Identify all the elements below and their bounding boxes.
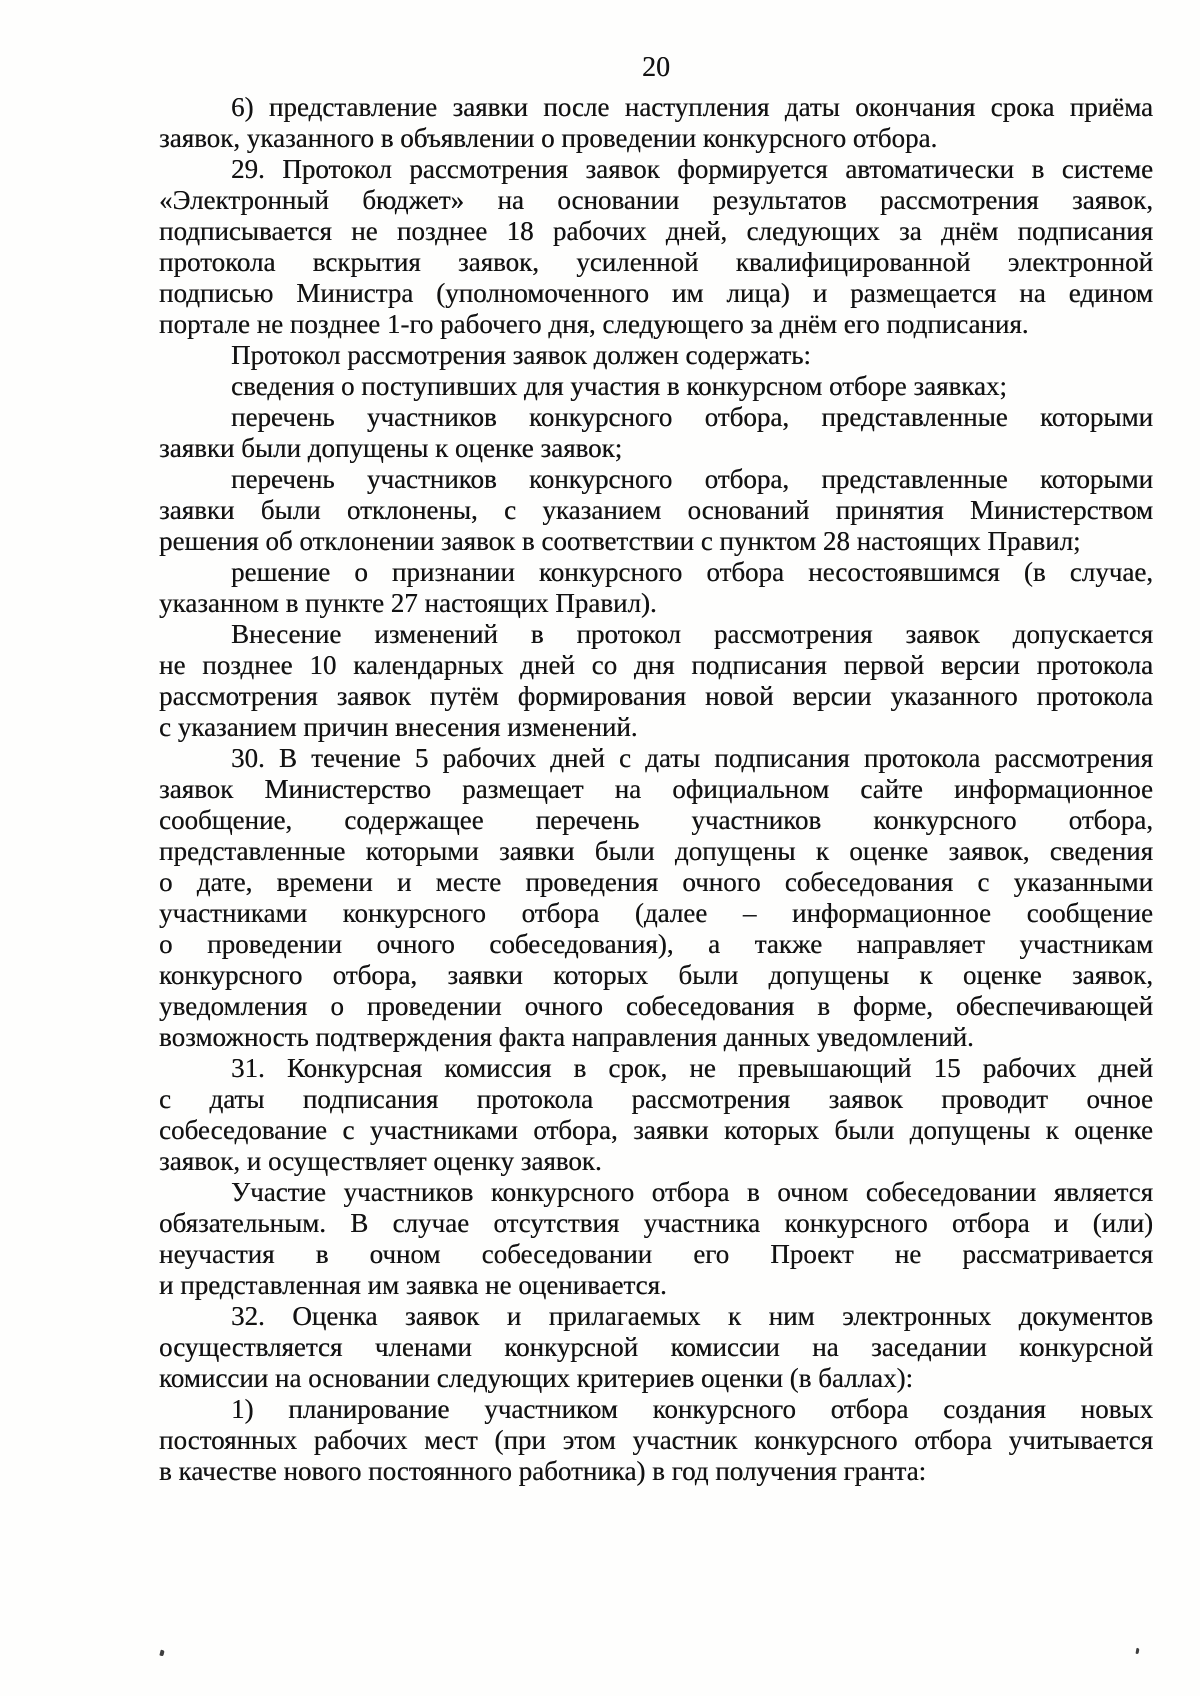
text-line: рассмотрения заявок путём формирования новой версии указанного протокола [159, 681, 1153, 711]
text-line: неучастия в очном собеседовании его Проект не рассматривается [159, 1239, 1153, 1269]
text-line: с даты подписания протокола рассмотрения заявок проводит очное [159, 1084, 1153, 1114]
text-line: протокола вскрытия заявок, усиленной квалифицированной электронной [159, 247, 1153, 277]
text-line: участниками конкурсного отбора (далее – информационное сообщение [159, 898, 1153, 928]
text-line: и представленная им заявка не оценивается. [159, 1270, 667, 1300]
paragraph [159, 743, 1153, 1053]
text-line: уведомления о проведении очного собеседования в форме, обеспечивающей [159, 991, 1153, 1021]
paragraph [159, 1053, 1153, 1177]
text-line: 6) представление заявки после наступления даты окончания срока приёма [231, 92, 1153, 122]
paragraph [159, 154, 1153, 340]
text-line: портале не позднее 1-го рабочего дня, следующего за днём его подписания. [159, 309, 1029, 339]
text-line: решения об отклонении заявок в соответствии с пунктом 28 настоящих Правил; [159, 526, 1081, 556]
paragraph [159, 557, 1153, 619]
text-line: о проведении очного собеседования), а также направляет участникам [159, 929, 1153, 959]
text-line: 29. Протокол рассмотрения заявок формируется автоматически в системе [231, 154, 1153, 184]
text-line: возможность подтверждения факта направления данных уведомлений. [159, 1022, 974, 1052]
text-line: в качестве нового постоянного работника) в год получения гранта: [159, 1456, 927, 1486]
ink-speck [1136, 1648, 1140, 1654]
text-line: Участие участников конкурсного отбора в очном собеседовании является [231, 1177, 1153, 1207]
paragraph [159, 619, 1153, 743]
text-line: перечень участников конкурсного отбора, представленные которыми [231, 464, 1153, 494]
text-line: подписывается не позднее 18 рабочих дней, следующих за днём подписания [159, 216, 1153, 246]
text-line: решение о признании конкурсного отбора несостоявшимся (в случае, [231, 557, 1153, 587]
text-line: указанном в пункте 27 настоящих Правил). [159, 588, 657, 618]
page-number: 20 [642, 52, 670, 83]
text-line: конкурсного отбора, заявки которых были допущены к оценке заявок, [159, 960, 1153, 990]
paragraph [159, 1177, 1153, 1301]
paragraph [159, 402, 1153, 464]
text-line: заявок Министерство размещает на официальном сайте информационное [159, 774, 1153, 804]
text-line: заявки были допущены к оценке заявок; [159, 433, 623, 463]
text-line: подписью Министра (уполномоченного им лица) и размещается на едином [159, 278, 1153, 308]
text-line: осуществляется членами конкурсной комиссии на заседании конкурсной [159, 1332, 1153, 1362]
text-line: 1) планирование участником конкурсного отбора создания новых [231, 1394, 1153, 1424]
text-line: Внесение изменений в протокол рассмотрения заявок допускается [231, 619, 1153, 649]
paragraph [159, 1301, 1153, 1394]
text-line: с указанием причин внесения изменений. [159, 712, 638, 742]
ink-speck [159, 1650, 164, 1657]
text-line: Протокол рассмотрения заявок должен содержать: [231, 340, 811, 370]
text-line: заявок, и осуществляет оценку заявок. [159, 1146, 602, 1176]
text-line: «Электронный бюджет» на основании результатов рассмотрения заявок, [159, 185, 1153, 215]
paragraph [159, 1394, 1153, 1487]
text-line: перечень участников конкурсного отбора, представленные которыми [231, 402, 1153, 432]
text-line: сообщение, содержащее перечень участников конкурсного отбора, [159, 805, 1153, 835]
text-line: заявок, указанного в объявлении о проведении конкурсного отбора. [159, 123, 938, 153]
text-line: собеседование с участниками отбора, заявки которых были допущены к оценке [159, 1115, 1153, 1145]
text-line: постоянных рабочих мест (при этом участник конкурсного отбора учитывается [159, 1425, 1153, 1455]
paragraph [159, 371, 1153, 402]
text-line: представленные которыми заявки были допущены к оценке заявок, сведения [159, 836, 1153, 866]
paragraph [159, 464, 1153, 557]
document-body [159, 92, 1153, 1487]
text-line: не позднее 10 календарных дней со дня подписания первой версии протокола [159, 650, 1153, 680]
paragraph [159, 92, 1153, 154]
text-line: заявки были отклонены, с указанием оснований принятия Министерством [159, 495, 1153, 525]
text-line: о дате, времени и месте проведения очного собеседования с указанными [159, 867, 1153, 897]
text-line: 30. В течение 5 рабочих дней с даты подписания протокола рассмотрения [231, 743, 1153, 773]
text-line: сведения о поступивших для участия в конкурсном отборе заявках; [231, 371, 1007, 401]
paragraph [159, 340, 1153, 371]
text-line: 31. Конкурсная комиссия в срок, не превышающий 15 рабочих дней [231, 1053, 1153, 1083]
text-line: 32. Оценка заявок и прилагаемых к ним электронных документов [231, 1301, 1153, 1331]
text-line: обязательным. В случае отсутствия участника конкурсного отбора и (или) [159, 1208, 1153, 1238]
text-line: комиссии на основании следующих критериев оценки (в баллах): [159, 1363, 913, 1393]
